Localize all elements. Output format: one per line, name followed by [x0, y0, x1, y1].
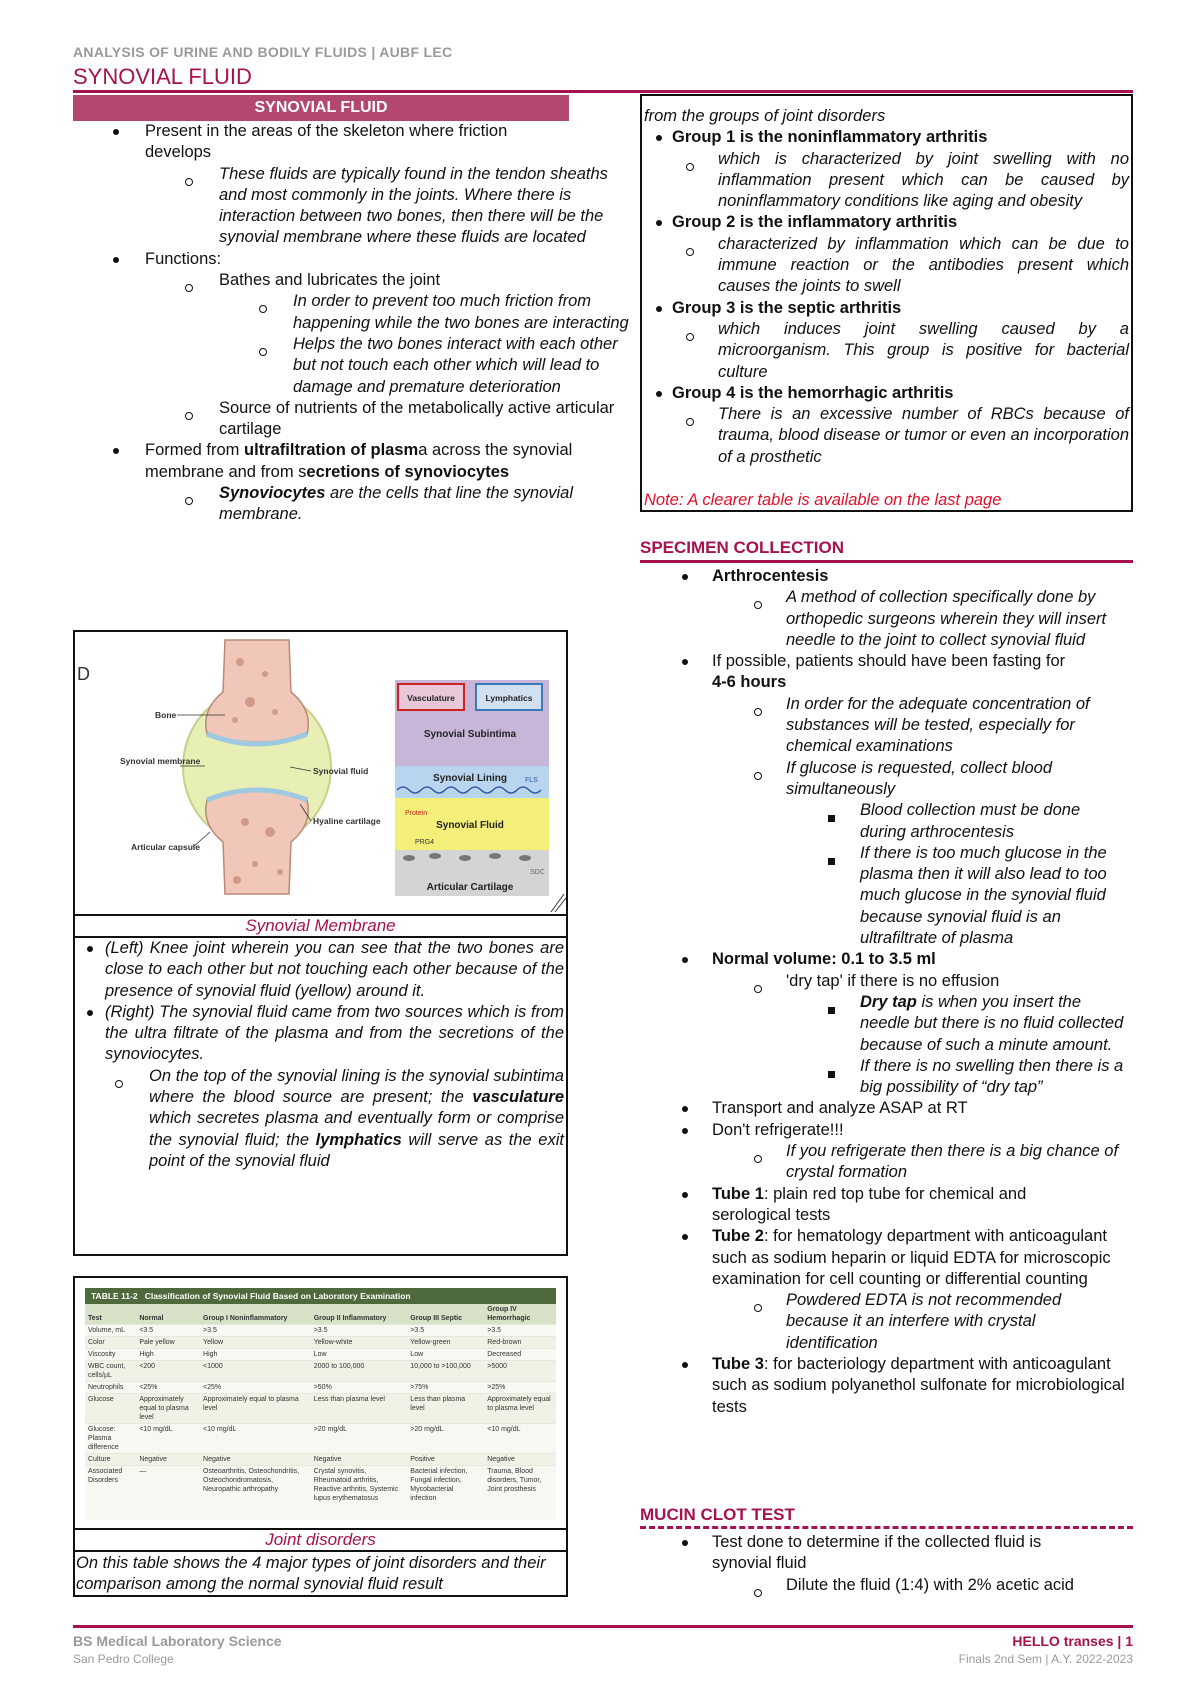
table-cell: Osteoarthritis, Osteochondritis, Osteochondromatosis, Neuropathic arthropathy	[200, 1466, 311, 1505]
figure-caption: Joint disorders	[265, 1530, 376, 1549]
joint-groups-box	[640, 94, 1133, 512]
list-item: If glucose is requested, collect blood simultaneously	[640, 758, 1126, 801]
table-cell: >3.5	[407, 1325, 484, 1337]
table-row	[85, 1394, 556, 1424]
table-cell: Glucose	[85, 1394, 136, 1424]
table-row	[85, 1454, 556, 1466]
knee-joint-illustration	[183, 640, 331, 894]
list-item: There is an excessive number of RBCs because of trauma, blood disease or tumor or even an incorporation of a prosthetic	[644, 404, 1129, 468]
section-rule	[640, 1526, 1133, 1529]
table-cell: Crystal synovitis, Rheumatoid arthritis, Reactive arthritis, Systemic lupus erythematosus	[311, 1466, 408, 1505]
list-item: (Left) Knee joint wherein you can see that the two bones are close to each other but not touching each other because of the presence of synovial fluid (yellow) around it.	[105, 939, 564, 1000]
table-row	[85, 1337, 556, 1349]
figure-caption: Synovial Membrane	[245, 916, 396, 935]
table-cell: >25%	[484, 1382, 556, 1394]
articular-capsule-label: Articular capsule	[131, 842, 200, 852]
footer-term: Finals 2nd Sem | A.Y. 2022-2023	[958, 1652, 1133, 1666]
synovial-membrane-figure-box	[73, 630, 568, 916]
subintima-label: Synovial Subintima	[423, 729, 517, 740]
list-item: If there is no swelling then there is a big possibility of “dry tap”	[640, 1056, 1128, 1099]
list-item: Dry tap is when you insert the needle but there is no fluid collected because of such a minute amount.	[640, 992, 1128, 1056]
list-item: Present in the areas of the skeleton where friction develops	[145, 122, 508, 162]
list-item: Tube 1: plain red top tube for chemical and serological tests	[712, 1184, 1027, 1224]
list-item: Bathes and lubricates the joint	[73, 270, 563, 291]
list-item: If there is too much glucose in the plasma then it will also lead to too much glucose in the synovial fluid because synovial fluid is an ultrafiltrate of plasma	[640, 843, 1128, 949]
synovial-membrane-description-box	[73, 936, 568, 1256]
list-item: Source of nutrients of the metabolically active articular cartilage	[73, 398, 639, 441]
list-item: Formed from ultrafiltration of plasma across the synovial membrane and from secretions of synoviocytes	[145, 441, 573, 481]
table-cell: Bacterial infection, Fungal infection, Mycobacterial infection	[407, 1466, 484, 1505]
table-row	[85, 1325, 556, 1337]
list-item: In order for the adequate concentration of substances will be tested, especially for chemical examinations	[640, 694, 1126, 758]
note-text: Note: A clearer table is available on the last page	[644, 491, 1002, 510]
table-header-cell: Test	[85, 1304, 136, 1325]
list-item: Test done to determine if the collected fluid is synovial fluid	[712, 1533, 1042, 1573]
table-cell: Color	[85, 1337, 136, 1349]
table-cell: Negative	[484, 1454, 556, 1466]
sdc-label: SDC	[530, 869, 545, 876]
table-row	[85, 1466, 556, 1505]
table-cell: Volume, mL	[85, 1325, 136, 1337]
table-cell: 2000 to 100,000	[311, 1361, 408, 1382]
fls-label: FLS	[525, 777, 538, 784]
hyaline-cartilage-label: Hyaline cartilage	[313, 816, 381, 826]
table-cell: Low	[407, 1349, 484, 1361]
table-cell: Associated Disorders	[85, 1466, 136, 1505]
page-title: SYNOVIAL FLUID	[73, 64, 252, 89]
vasculature-label: Vasculature	[407, 693, 455, 703]
list-item: Functions:	[145, 249, 222, 268]
list-item: which induces joint swelling caused by a microorganism. This group is positive for bacterial culture	[644, 319, 1129, 383]
prg4-label: PRG4	[415, 839, 435, 846]
list-item: Group 3 is the septic arthritis	[672, 298, 902, 317]
list-item: Tube 2: for hematology department with anticoagulant such as sodium heparin or liquid EDTA for microscopic examination for cell counting or differential counting	[712, 1227, 1111, 1288]
table-cell: <200	[136, 1361, 200, 1382]
list-item: If you refrigerate then there is a big chance of crystal formation	[640, 1141, 1126, 1184]
joint-disorders-caption-box	[73, 1528, 568, 1552]
synovial-layers-diagram	[395, 680, 549, 896]
table-cell: >20 mg/dL	[407, 1424, 484, 1454]
footer-rule	[73, 1625, 1133, 1628]
list-item: characterized by inflammation which can be due to immune reaction or the antibodies present which causes the joints to swell	[644, 234, 1129, 298]
table-cell: Viscosity	[85, 1349, 136, 1361]
table-cell: Yellow-white	[311, 1337, 408, 1349]
table-cell: Negative	[136, 1454, 200, 1466]
section-rule	[640, 560, 1133, 563]
table-header-cell: Normal	[136, 1304, 200, 1325]
table-cell: Negative	[311, 1454, 408, 1466]
mucin-clot-test-heading: MUCIN CLOT TEST	[640, 1505, 795, 1524]
footer-brand: HELLO transes | 1	[1012, 1633, 1133, 1649]
table-row	[85, 1361, 556, 1382]
list-item: If possible, patients should have been fasting for 4-6 hours	[712, 652, 1066, 692]
table-cell: High	[136, 1349, 200, 1361]
list-item: Transport and analyze ASAP at RT	[712, 1099, 968, 1118]
synovial-membrane-diagram	[75, 632, 566, 914]
table-cell: >20 mg/dL	[311, 1424, 408, 1454]
footer-school: San Pedro College	[73, 1652, 174, 1666]
list-item: which is characterized by joint swelling with no inflammation present which can be caused by noninflammatory conditions like aging and obesity	[644, 149, 1129, 213]
list-item: (Right) The synovial fluid came from two sources which is from the ultra filtrate of the plasma and from the secretions of the synoviocytes.	[105, 1002, 564, 1064]
list-item: In order to prevent too much friction from happening while the two bones are interacting	[73, 291, 633, 334]
table-cell: Approximately equal to plasma level	[484, 1394, 556, 1424]
list-item: A method of collection specifically done by orthopedic surgeons wherein they will insert needle to the joint to collect synovial fluid	[640, 587, 1126, 651]
figure-description: On this table shows the 4 major types of joint disorders and their comparison among the normal synovial fluid result	[76, 1554, 546, 1594]
table-cell: Yellow	[200, 1337, 311, 1349]
table-cell: WBC count, cells/µL	[85, 1361, 136, 1382]
list-item: Dilute the fluid (1:4) with 2% acetic acid	[640, 1575, 1140, 1596]
table-cell: >3.5	[484, 1325, 556, 1337]
protein-label: Protein	[405, 810, 428, 817]
table-header-cell: Group IV Hemorrhagic	[484, 1304, 556, 1325]
table-cell: Culture	[85, 1454, 136, 1466]
table-header-cell: Group III Septic	[407, 1304, 484, 1325]
table-row	[85, 1349, 556, 1361]
table-cell: >3.5	[200, 1325, 311, 1337]
left-column-text	[73, 121, 629, 526]
table-cell: Pale yellow	[136, 1337, 200, 1349]
list-item: Synoviocytes are the cells that line the synovial membrane.	[73, 483, 639, 526]
cartilage-label: Articular Cartilage	[426, 882, 514, 893]
joint-disorders-description-box	[73, 1550, 568, 1597]
synovial-fluid-label: Synovial fluid	[313, 766, 369, 776]
table-cell: >3.5	[311, 1325, 408, 1337]
table-cell: Less than plasma level	[311, 1394, 408, 1424]
table-cell: <25%	[136, 1382, 200, 1394]
list-item: Don't refrigerate!!!	[712, 1120, 844, 1139]
joint-disorders-table-box	[73, 1276, 568, 1530]
course-header: ANALYSIS OF URINE AND BODILY FLUIDS | AUBF LEC	[73, 44, 453, 60]
table-cell: —	[136, 1466, 200, 1505]
table-cell: Less than plasma level	[407, 1394, 484, 1424]
list-item: Normal volume: 0.1 to 3.5 ml	[712, 950, 936, 969]
table-cell: <10 mg/dL	[136, 1424, 200, 1454]
table-cell: >5000	[484, 1361, 556, 1382]
synovial-membrane-label: Synovial membrane	[120, 756, 201, 766]
list-item: On the top of the synovial lining is the synovial subintima where the blood source are present; the vasculature which secretes plasma and eventually form or comprise the synovial fluid; the lymphatics will serve as the exit point of the synovial fluid	[75, 1066, 564, 1172]
table-cell: <10 mg/dL	[484, 1424, 556, 1454]
specimen-collection-list	[640, 566, 1140, 1418]
table-cell: Approximately equal to plasma level	[200, 1394, 311, 1424]
table-cell: Approximately equal to plasma level	[136, 1394, 200, 1424]
list-item: Blood collection must be done during arthrocentesis	[640, 800, 1128, 843]
list-item: These fluids are typically found in the tendon sheaths and most commonly in the joints. Where there is interaction between two bones, then there will be the synovial membrane where these fluids are located	[73, 164, 639, 249]
table-cell: >50%	[311, 1382, 408, 1394]
list-item: Arthrocentesis	[712, 567, 829, 585]
list-item: Group 2 is the inflammatory arthritis	[672, 213, 958, 232]
table-cell: <3.5	[136, 1325, 200, 1337]
lymphatics-label: Lymphatics	[485, 693, 533, 703]
table-cell: >75%	[407, 1382, 484, 1394]
table-cell: <1000	[200, 1361, 311, 1382]
list-item: Helps the two bones interact with each other but not touch each other which will lead to damage and premature deterioration	[73, 334, 633, 398]
specimen-collection-heading: SPECIMEN COLLECTION	[640, 538, 845, 557]
section-banner: SYNOVIAL FLUID	[73, 95, 569, 121]
table-cell: High	[200, 1349, 311, 1361]
synovial-membrane-caption-box	[73, 914, 568, 938]
intro-text: from the groups of joint disorders	[644, 107, 886, 125]
table-cell: Yellow-green	[407, 1337, 484, 1349]
list-item: Powdered EDTA is not recommended because it an interfere with crystal identification	[640, 1290, 1126, 1354]
table-row	[85, 1424, 556, 1454]
list-item: Group 4 is the hemorrhagic arthritis	[672, 383, 954, 402]
table-cell: Trauma, Blood disorders, Tumor, Joint prosthesis	[484, 1466, 556, 1505]
classification-table: TABLE 11-2 Classification of Synovial Fluid Based on Laboratory Examination Test Normal Group I Noninflammatory Group II Inflammatory Group III Septic Group IV Hemorrhagic Volume, mL <3.5 >3.5 >3.5 >3.5 >3.5 Color Pale yellow Yellow Yellow-white Yellow-green Red-brown Viscosity High High Low Low Decreased WBC count, cells/µL <200 <1000 2000 to 100,000 10,000 to >100,000 >5000 Neutrophils <25% <25% >50% >75% >25% Glucose Approximately equal to plasma level Approximately equal to plasma level Less than plasma level Less than plasma level Approximately equal to plasma level Glucose: Plasma difference <10 mg/dL <10 mg/dL >20 mg/dL >20 mg/dL <10 mg/dL Culture Negative Negative Negative Positive Negative Associated Disorders — Osteoarthritis, Osteochondritis, Osteochondromatosis, Neuropathic arthropathy Crystal synovitis, Rheumatoid arthritis, Reactive arthritis, Systemic lupus erythematosus Bacterial infection, Fungal infection, Mycobacterial infection Trauma, Blood disorders, Tumor, Joint prosthesis	[85, 1288, 556, 1520]
table-cell: Red-brown	[484, 1337, 556, 1349]
list-item: Tube 3: for bacteriology department with anticoagulant such as sodium polyanethol sulfonate for microbiological tests	[712, 1354, 1125, 1416]
table-cell: <25%	[200, 1382, 311, 1394]
table-header-cell: Group I Noninflammatory	[200, 1304, 311, 1325]
bone-label: Bone	[155, 710, 177, 720]
svg-text:D: D	[77, 664, 90, 684]
table-row	[85, 1382, 556, 1394]
table-cell: Glucose: Plasma difference	[85, 1424, 136, 1454]
table-cell: Decreased	[484, 1349, 556, 1361]
table-cell: Neutrophils	[85, 1382, 136, 1394]
table-cell: Positive	[407, 1454, 484, 1466]
table-cell: <10 mg/dL	[200, 1424, 311, 1454]
lining-label: Synovial Lining	[433, 773, 507, 784]
table-cell: Negative	[200, 1454, 311, 1466]
list-item: Group 1 is the noninflammatory arthritis	[672, 128, 988, 147]
fluid-label: Synovial Fluid	[436, 820, 504, 831]
table-header-cell: Group II Inflammatory	[311, 1304, 408, 1325]
table-cell: Low	[311, 1349, 408, 1361]
footer-program: BS Medical Laboratory Science	[73, 1633, 282, 1649]
header-rule	[73, 90, 1133, 93]
classification-table-grid	[85, 1304, 556, 1504]
list-item: 'dry tap' if there is no effusion	[640, 971, 1140, 992]
table-cell: 10,000 to >100,000	[407, 1361, 484, 1382]
mucin-list	[640, 1532, 1140, 1596]
